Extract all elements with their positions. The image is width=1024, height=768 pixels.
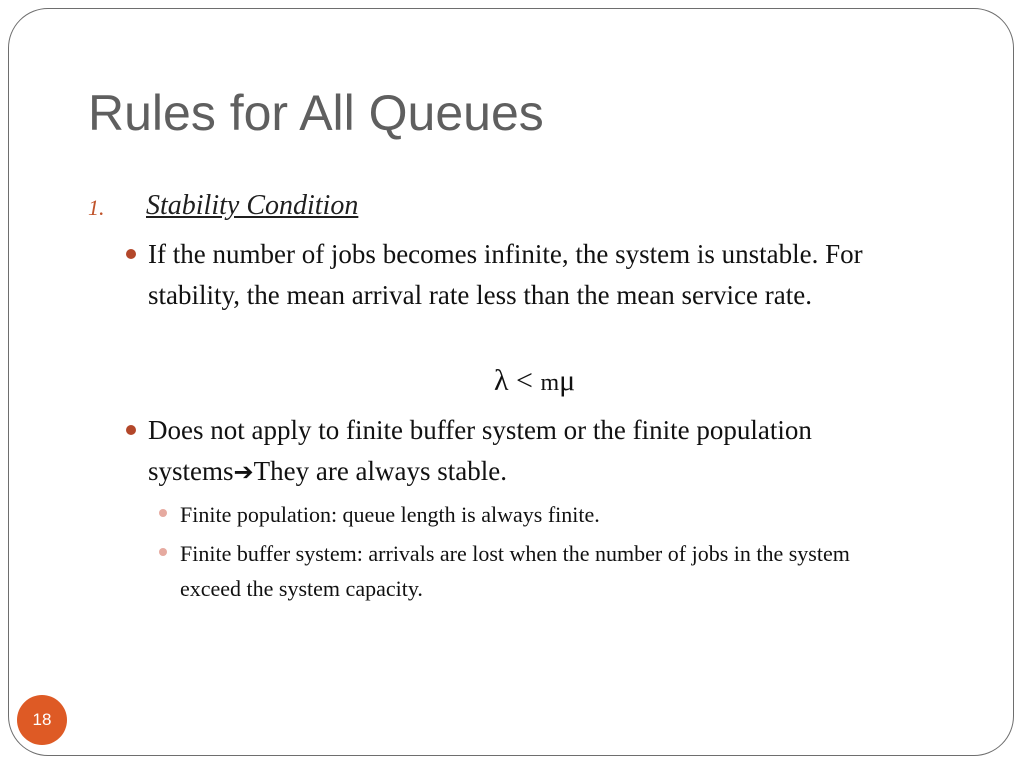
page-number: 18 xyxy=(32,710,52,729)
page-number-badge xyxy=(17,695,67,745)
bullet-dot-icon xyxy=(126,249,136,259)
sub-bullet-item xyxy=(180,536,900,606)
formula-lambda: λ xyxy=(494,364,509,397)
bullet-text: Does not apply to finite buffer system or the finite population systems xyxy=(148,415,812,486)
sub-bullet-text: Finite buffer system: arrivals are lost when the number of jobs in the system exceed the system capacity. xyxy=(180,541,850,601)
sub-bullet-dot-icon xyxy=(159,509,167,517)
sub-bullet-text: Finite population: queue length is always finite. xyxy=(180,502,600,527)
sub-bullet-item xyxy=(180,497,900,532)
section-number: 1. xyxy=(88,195,105,220)
bullet-item xyxy=(148,410,938,493)
sub-bullet-dot-icon xyxy=(159,548,167,556)
stability-formula xyxy=(494,364,575,398)
formula-operator: < xyxy=(516,364,533,397)
formula-mu: μ xyxy=(559,364,576,397)
formula-m: m xyxy=(540,370,560,396)
bullet-text-continued: They are always stable. xyxy=(253,456,508,486)
bullet-text: If the number of jobs becomes infinite, the system is unstable. For stability, the mean arrival rate less than the mean service rate. xyxy=(148,239,863,310)
slide-title: Rules for All Queues xyxy=(88,85,544,141)
right-arrow-icon: ➔ xyxy=(233,458,254,486)
section-heading: Stability Condition xyxy=(146,190,359,221)
bullet-item xyxy=(148,234,938,316)
bullet-dot-icon xyxy=(126,425,136,435)
